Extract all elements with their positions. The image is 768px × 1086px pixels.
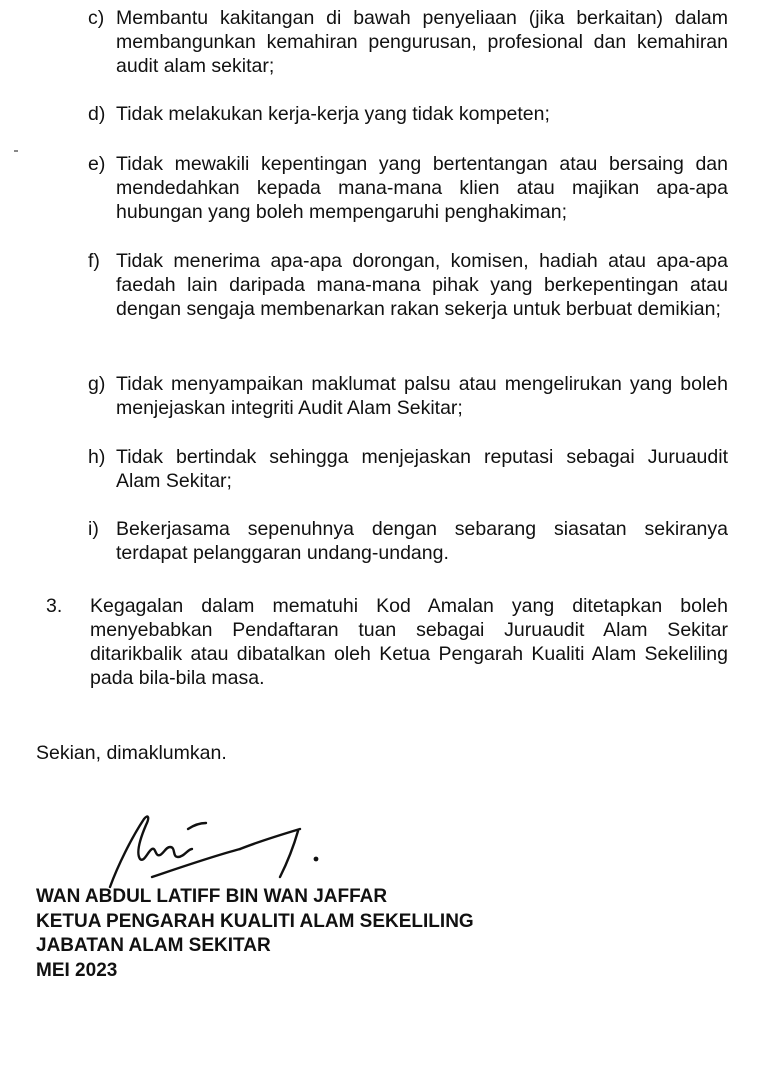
paragraph-number: 3. [46,595,63,617]
list-item-marker: g) [88,373,106,395]
list-item-marker: h) [88,446,106,468]
signatory-name: WAN ABDUL LATIFF BIN WAN JAFFAR [36,886,388,907]
list-item-f [88,249,728,321]
signatory-title: KETUA PENGARAH KUALITI ALAM SEKELILING [36,910,474,932]
list-item-marker: i) [88,518,99,540]
list-item-marker: d) [88,103,106,125]
list-item-c [88,6,728,78]
list-item-text: Bekerjasama sepenuhnya dengan sebarang siasatan sekiranya terdapat pelanggaran undang-undang. [116,518,728,564]
list-item-marker: f) [88,250,100,272]
list-item-marker: c) [88,7,105,29]
list-item-text: Tidak melakukan kerja-kerja yang tidak kompeten; [116,103,550,125]
scan-artifact [14,150,18,152]
paragraph-3 [46,594,728,690]
list-item-marker: e) [88,153,106,175]
list-item-g [88,372,728,420]
paragraph-text: Kegagalan dalam mematuhi Kod Amalan yang ditetapkan boleh menyebabkan Pendaftaran tuan sebagai Juruaudit Alam Sekitar ditarikbalik atau dibatalkan oleh Ketua Pengarah Kualiti Alam Sekeliling pada bila-bila masa. [90,595,728,689]
list-item-d [88,102,728,126]
signatory-block [36,885,474,983]
list-item-text: Tidak mewakili kepentingan yang bertentangan atau bersaing dan mendedahkan kepada mana-mana klien atau majikan apa-apa hubungan yang boleh mempengaruhi penghakiman; [116,153,728,223]
list-item-text: Tidak menerima apa-apa dorongan, komisen, hadiah atau apa-apa faedah lain daripada mana-mana pihak yang berkepentingan atau dengan sengaja membenarkan rakan sekerja untuk berbuat demikian; [116,250,728,320]
signatory-department: JABATAN ALAM SEKITAR [36,935,271,956]
list-item-i [88,517,728,565]
list-item-h [88,445,728,493]
signatory-date: MEI 2023 [36,959,118,981]
list-item-text: Tidak menyampaikan maklumat palsu atau mengelirukan yang boleh menjejaskan integriti Audit Alam Sekitar; [116,373,728,419]
closing-line: Sekian, dimaklumkan. [36,742,227,764]
list-item-text: Membantu kakitangan di bawah penyeliaan (jika berkaitan) dalam membangunkan kemahiran pengurusan, profesional dan kemahiran audit alam sekitar; [116,7,728,77]
list-item-e [88,152,728,224]
list-item-text: Tidak bertindak sehingga menjejaskan reputasi sebagai Juruaudit Alam Sekitar; [116,446,728,492]
